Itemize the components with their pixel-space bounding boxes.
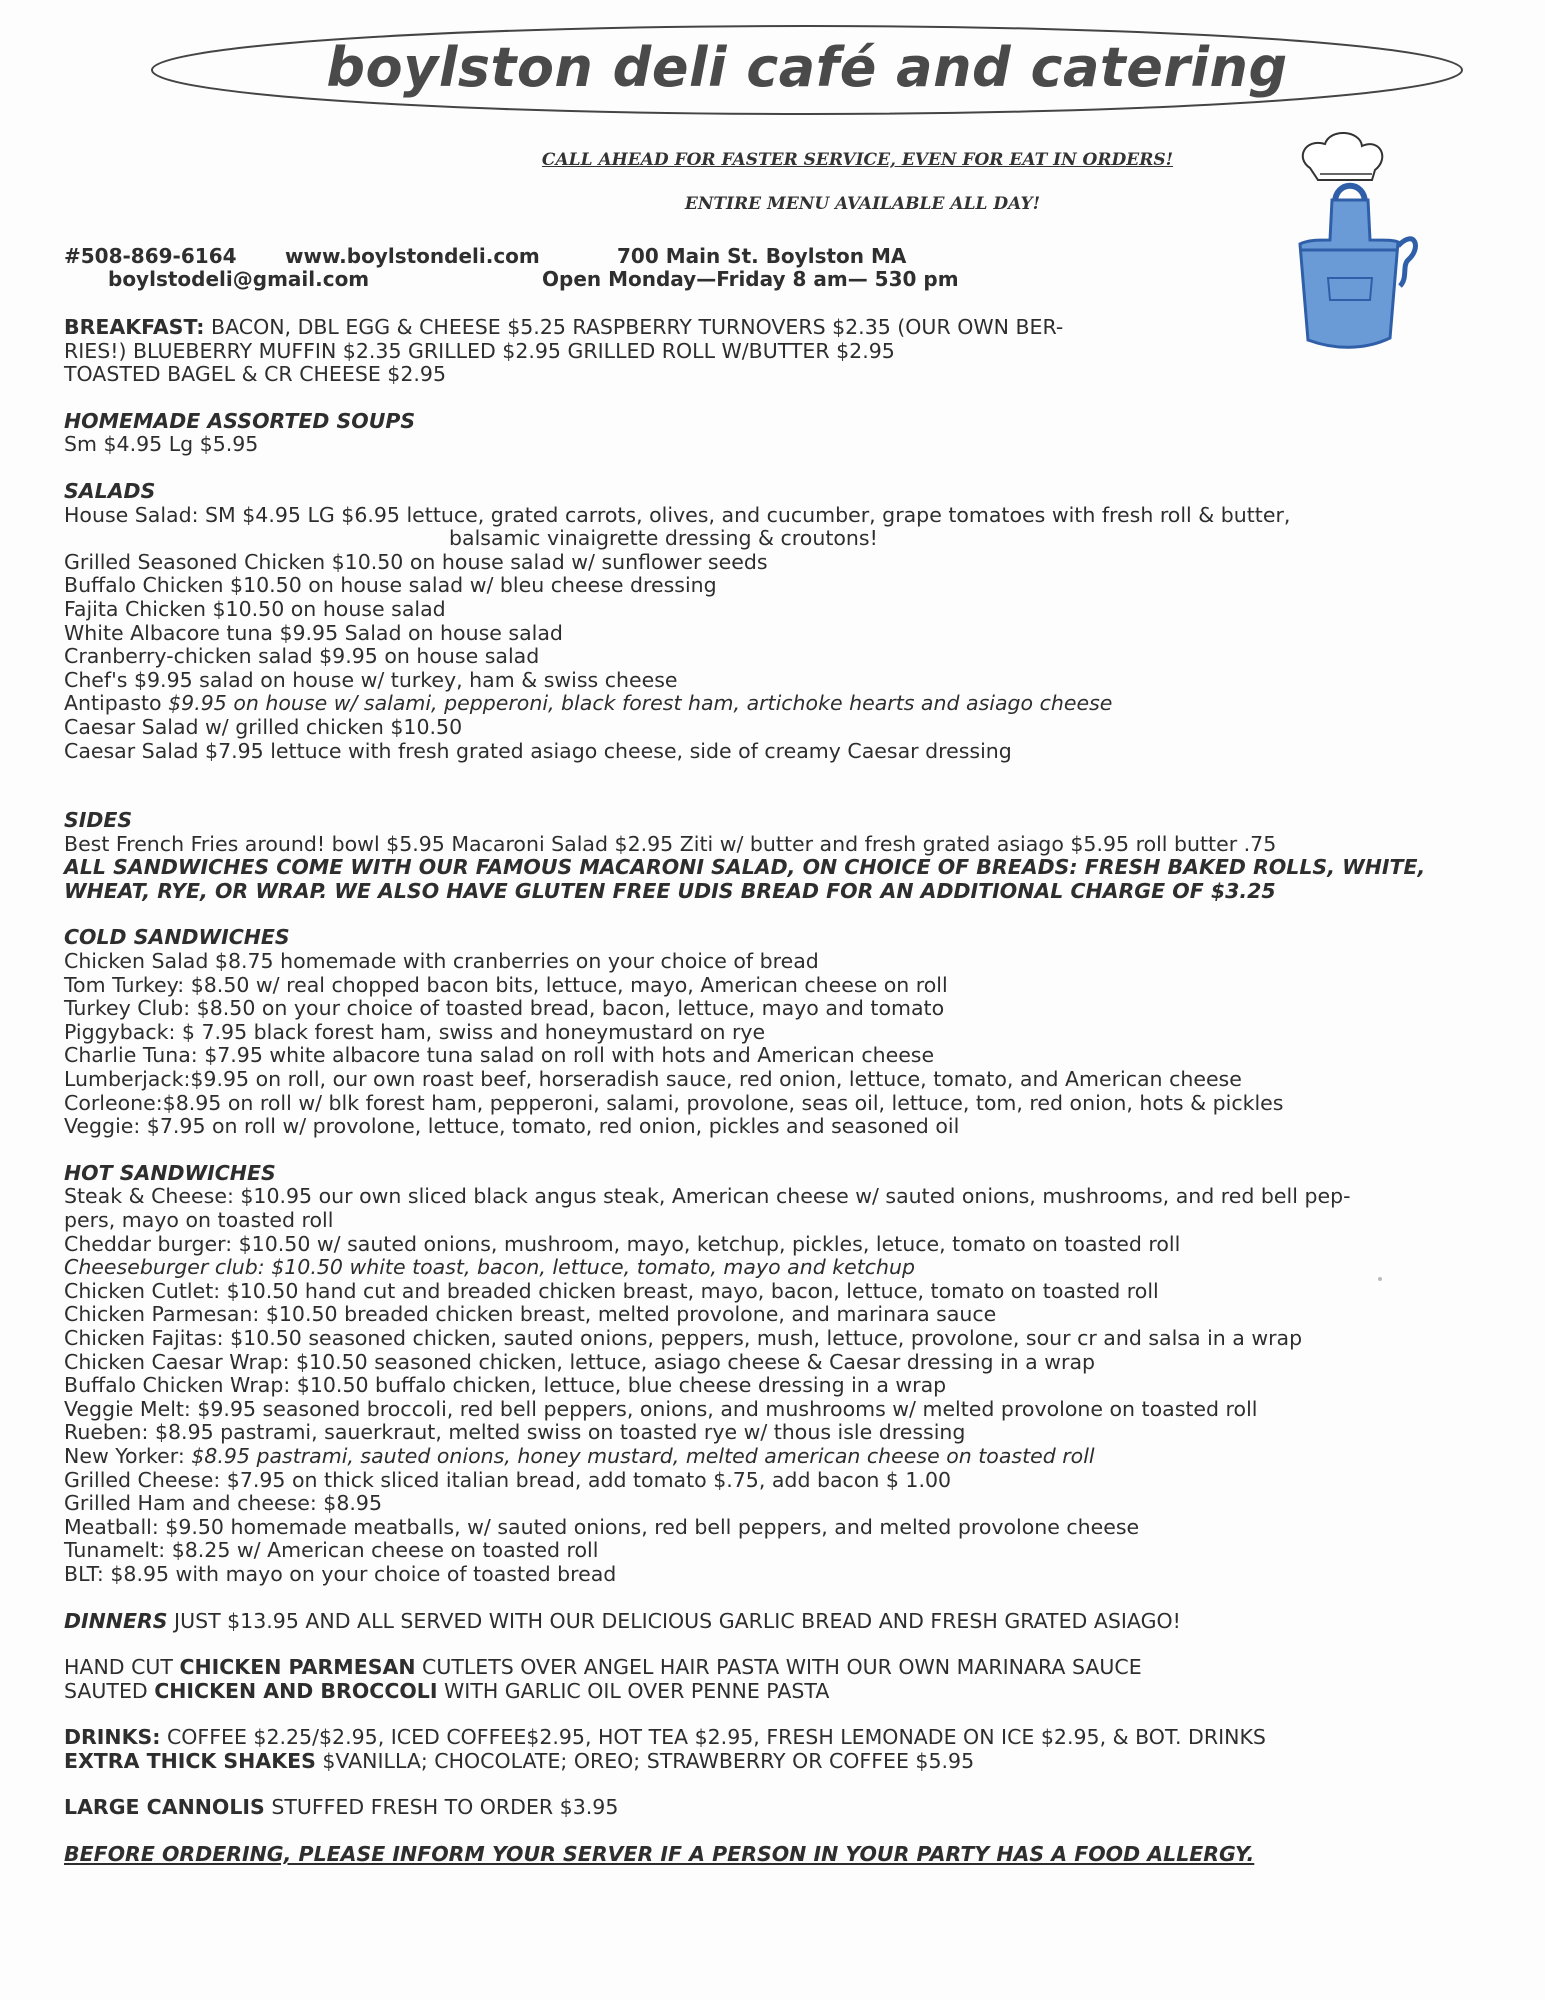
cold-sandwich-item: Tom Turkey: $8.50 w/ real chopped bacon bits, lettuce, mayo, American cheese on roll xyxy=(64,972,948,997)
sides-heading: SIDES xyxy=(64,808,133,833)
allergy-notice: BEFORE ORDERING, PLEASE INFORM YOUR SERVER IF A PERSON IN YOUR PARTY HAS A FOOD ALLERGY. xyxy=(64,1842,1255,1867)
cold-sandwich-item: Veggie: $7.95 on roll w/ provolone, lettuce, tomato, red onion, pickles and seasoned oil xyxy=(64,1114,960,1139)
hot-sandwich-item: Chicken Caesar Wrap: $10.50 seasoned chicken, lettuce, asiago cheese & Caesar dressing in a wrap xyxy=(64,1349,1096,1374)
cold-sandwich-item: Turkey Club: $8.50 on your choice of toasted bread, bacon, lettuce, mayo and tomato xyxy=(64,996,945,1021)
hot-sandwich-item: Chicken Parmesan: $10.50 breaded chicken breast, melted provolone, and marinara sauce xyxy=(64,1302,997,1327)
breakfast-line-1: BREAKFAST: BACON, DBL EGG & CHEESE $5.25 RASPBERRY TURNOVERS $2.35 (OUR OWN BER- xyxy=(64,315,1064,339)
salad-item: Fajita Chicken $10.50 on house salad xyxy=(64,596,446,621)
salad-item: Buffalo Chicken $10.50 on house salad w/ bleu cheese dressing xyxy=(64,573,717,598)
breakfast-line-2: RIES!) BLUEBERRY MUFFIN $2.35 GRILLED $2.95 GRILLED ROLL W/BUTTER $2.95 xyxy=(64,338,895,363)
salad-item-antipasto: Antipasto $9.95 on house w/ salami, pepperoni, black forest ham, artichoke hearts and asiago cheese xyxy=(64,691,1113,716)
title-banner xyxy=(148,22,1466,118)
hot-sandwich-item: Tunamelt: $8.25 w/ American cheese on toasted roll xyxy=(64,1538,599,1563)
dinners-label: DINNERS xyxy=(64,1608,168,1633)
shakes-label: EXTRA THICK SHAKES xyxy=(64,1748,316,1773)
cannolis-line: LARGE CANNOLIS STUFFED FRESH TO ORDER $3.95 xyxy=(64,1795,619,1820)
salad-item: Cranberry-chicken salad $9.95 on house salad xyxy=(64,644,540,669)
hot-sandwich-steak-line-1: Steak & Cheese: $10.95 our own sliced black angus steak, American cheese w/ sauted onions, mushrooms, and red bell pep- xyxy=(64,1184,1351,1209)
cold-sandwich-item: Lumberjack:$9.95 on roll, our own roast beef, horseradish sauce, red onion, lettuce, tomato, and American cheese xyxy=(64,1067,1242,1092)
phone-number: #508-869-6164 xyxy=(64,244,237,268)
shakes-line: EXTRA THICK SHAKES $VANILLA; CHOCOLATE; OREO; STRAWBERRY OR COFFEE $5.95 xyxy=(64,1748,975,1773)
salad-item: Grilled Seasoned Chicken $10.50 on house salad w/ sunflower seeds xyxy=(64,549,768,574)
cold-sandwich-item: Piggyback: $ 7.95 black forest ham, swiss and honeymustard on rye xyxy=(64,1019,766,1044)
hot-sandwich-item: Grilled Cheese: $7.95 on thick sliced italian bread, add tomato $.75, add bacon $ 1.00 xyxy=(64,1467,952,1492)
sandwich-bread-note: ALL SANDWICHES COME WITH OUR FAMOUS MACARONI SALAD, ON CHOICE OF BREADS: FRESH BAKED ROLLS, WHITE, WHEAT, RYE, OR WRAP. WE ALSO HAVE GLUTEN FREE UDIS BREAD FOR AN ADDITIONAL CHARGE OF $3.25 xyxy=(64,855,1426,903)
soups-heading: HOMEMADE ASSORTED SOUPS xyxy=(64,408,416,433)
salad-item: Chef's $9.95 salad on house w/ turkey, ham & swiss cheese xyxy=(64,667,678,692)
dinner-item-broccoli: SAUTED CHICKEN AND BROCCOLI WITH GARLIC OIL OVER PENNE PASTA xyxy=(64,1678,830,1703)
house-salad-line-2: balsamic vinaigrette dressing & croutons! xyxy=(449,526,878,551)
cold-sandwich-item: Corleone:$8.95 on roll w/ blk forest ham, pepperoni, salami, provolone, seas oil, lettuce, tom, red onion, hots & pickles xyxy=(64,1090,1284,1115)
hot-sandwich-item: Chicken Fajitas: $10.50 seasoned chicken, sauted onions, peppers, mush, lettuce, provolone, sour cr and salsa in a wrap xyxy=(64,1325,1303,1350)
salads-heading: SALADS xyxy=(64,478,156,503)
salad-item: White Albacore tuna $9.95 Salad on house salad xyxy=(64,620,563,645)
restaurant-name: boylston deli café and catering xyxy=(326,36,1288,99)
hot-sandwich-item: Grilled Ham and cheese: $8.95 xyxy=(64,1491,382,1516)
cold-sandwich-item: Chicken Salad $8.75 homemade with cranberries on your choice of bread xyxy=(64,949,819,974)
hot-sandwich-item: Cheeseburger club: $10.50 white toast, bacon, lettuce, tomato, mayo and ketchup xyxy=(64,1255,916,1280)
menu-content xyxy=(64,316,1504,1867)
website-link[interactable]: www.boylstondeli.com xyxy=(285,244,540,268)
hot-sandwich-item: Buffalo Chicken Wrap: $10.50 buffalo chicken, lettuce, blue cheese dressing in a wrap xyxy=(64,1373,947,1398)
address: 700 Main St. Boylston MA xyxy=(617,244,907,268)
dinner-item-parmesan: HAND CUT CHICKEN PARMESAN CUTLETS OVER ANGEL HAIR PASTA WITH OUR OWN MARINARA SAUCE xyxy=(64,1655,1142,1680)
breakfast-label: BREAKFAST: xyxy=(64,315,205,339)
cold-sandwich-item: Charlie Tuna: $7.95 white albacore tuna salad on roll with hots and American cheese xyxy=(64,1043,935,1068)
hot-sandwich-item: Cheddar burger: $10.50 w/ sauted onions, mushroom, mayo, ketchup, pickles, letuce, tomato on toasted roll xyxy=(64,1231,1181,1256)
hot-sandwich-item: Meatball: $9.50 homemade meatballs, w/ sauted onions, red bell peppers, and melted provolone cheese xyxy=(64,1514,1140,1539)
hot-sandwiches-heading: HOT SANDWICHES xyxy=(64,1160,276,1185)
hot-sandwich-item: Rueben: $8.95 pastrami, sauerkraut, melted swiss on toasted rye w/ thous isle dressing xyxy=(64,1420,966,1445)
dinners-line: DINNERS JUST $13.95 AND ALL SERVED WITH OUR DELICIOUS GARLIC BREAD AND FRESH GRATED ASIAGO! xyxy=(64,1608,1181,1633)
cold-sandwiches-heading: COLD SANDWICHES xyxy=(64,925,290,950)
salad-item: Caesar Salad $7.95 lettuce with fresh grated asiago cheese, side of creamy Caesar dressing xyxy=(64,738,1012,763)
sides-line: Best French Fries around! bowl $5.95 Macaroni Salad $2.95 Ziti w/ butter and fresh grated asiago $5.95 roll butter .75 xyxy=(64,831,1277,856)
hot-sandwich-item: Veggie Melt: $9.95 seasoned broccoli, red bell peppers, onions, and mushrooms w/ melted provolone on toasted roll xyxy=(64,1396,1258,1421)
hot-sandwich-steak-line-2: pers, mayo on toasted roll xyxy=(64,1208,334,1232)
cannolis-label: LARGE CANNOLIS xyxy=(64,1795,265,1820)
hot-sandwich-new-yorker: New Yorker: $8.95 pastrami, sauted onions, honey mustard, melted american cheese on toasted roll xyxy=(64,1443,1095,1468)
salad-item: Caesar Salad w/ grilled chicken $10.50 xyxy=(64,714,463,739)
all-day-notice: ENTIRE MENU AVAILABLE ALL DAY! xyxy=(684,194,1041,214)
call-ahead-notice: CALL AHEAD FOR FASTER SERVICE, EVEN FOR EAT IN ORDERS! xyxy=(541,150,1174,170)
breakfast-line-3: TOASTED BAGEL & CR CHEESE $2.95 xyxy=(64,362,446,387)
email-link[interactable]: boylstodeli@gmail.com xyxy=(108,267,370,291)
hot-sandwich-item: BLT: $8.95 with mayo on your choice of toasted bread xyxy=(64,1561,617,1586)
house-salad-line-1: House Salad: SM $4.95 LG $6.95 lettuce, grated carrots, olives, and cucumber, grape tomatoes with fresh roll & butter, xyxy=(64,502,1291,527)
drinks-label: DRINKS: xyxy=(64,1725,161,1750)
hours: Open Monday—Friday 8 am— 530 pm xyxy=(542,267,959,291)
drinks-line: DRINKS: COFFEE $2.25/$2.95, ICED COFFEE$2.95, HOT TEA $2.95, FRESH LEMONADE ON ICE $2.95, & BOT. DRINKS xyxy=(64,1725,1266,1750)
soups-prices: Sm $4.95 Lg $5.95 xyxy=(64,432,259,457)
hot-sandwich-item: Chicken Cutlet: $10.50 hand cut and breaded chicken breast, mayo, bacon, lettuce, tomato on toasted roll xyxy=(64,1278,1159,1303)
